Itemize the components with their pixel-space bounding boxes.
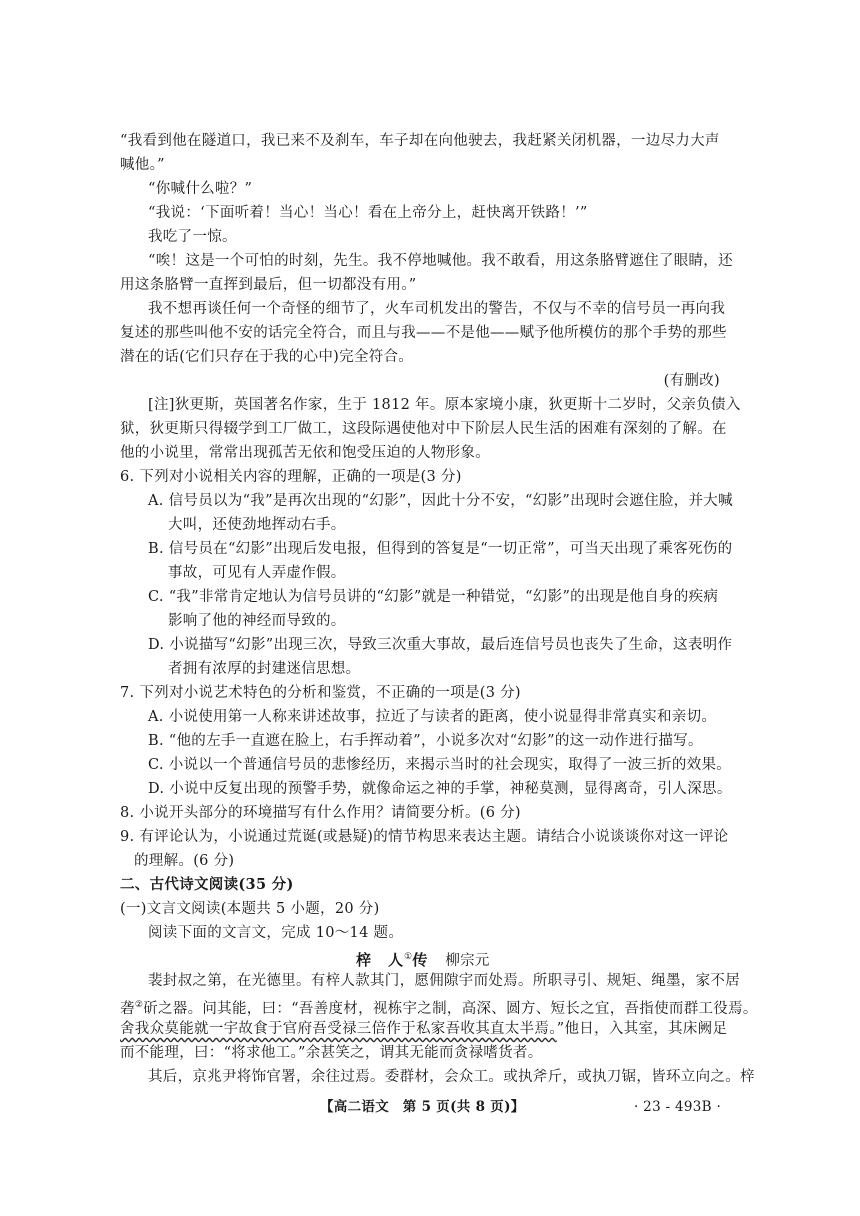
story-p5-line2: 用这条胳臂一直挥到最后，但一切都没有用。” [120,277,417,293]
passage-title-footnote-mark: ① [404,952,413,962]
story-p1-line2: 喊他。” [120,157,165,173]
classical-line3-underlined-sentence: 舍我众莫能就一宇故食于官府吾受禄三倍作于私家吾收其直太半焉。 [120,1021,557,1037]
page-footer: 【高二语文 第 5 页(共 8 页)】 [320,1099,525,1115]
passage-title-text: 梓 人 [356,950,405,969]
story-p1-line1: “我看到他在隧道口，我已来不及刹车，车子却在向他驶去，我赶紧关闭机器，一边尽力大声 [120,133,720,149]
story-p6-line2: 复述的那些叫他不安的话完全符合，而且与我——不是他——赋予他所模仿的那个手势的那些 [120,325,727,341]
story-p6-line1: 我不想再谈任何一个奇怪的细节了，火车司机发出的警告，不仅与不幸的信号员一再向我 [148,301,726,317]
story-p4: 我吃了一惊。 [148,229,237,245]
classical-footnote-mark: ② [134,1000,144,1010]
classical-line2-rest: 斫之器。问其能，曰：“吾善度材，视栋宇之制，高深、圆方、短长之宜，吾指使而群工役焉。 [143,1000,758,1017]
question-6-option-c-line2: 影响了他的神经而导致的。 [168,613,346,629]
question-7-option-b: B. “他的左手一直遮在脸上，右手挥动着”，小说多次对“幻影”的这一动作进行描写。 [148,733,703,749]
classical-line5: 其后，京兆尹将饰官署，余往过焉。委群材，会众工。或执斧斤，或执刀锯，皆环立向之。梓 [148,1069,755,1085]
question-7-option-a: A. 小说使用第一人称来讲述故事，拉近了与读者的距离，使小说显得非常真实和亲切。 [148,709,717,725]
story-p2: “你喊什么啦？” [148,181,253,197]
story-p3: “我说：‘下面听着！当心！当心！看在上帝分上，赶快离开铁路！’” [148,205,588,221]
question-6-option-c-line1: C. “我”非常肯定地认为信号员讲的“幻影”就是一种错觉，“幻影”的出现是他自身的疾病 [148,589,719,605]
question-6-option-a-line1: A. 信号员以为“我”是再次出现的“幻影”，因此十分不安，“幻影”出现时会遮住脸，并大喊 [148,493,733,509]
story-p6-line3: 潜在的话(它们只存在于我的心中)完全符合。 [120,349,414,365]
classical-line2-char: 砻 [120,1000,135,1017]
classical-line3-rest: ”他日，入其室，其床阙足 [556,1021,728,1037]
paper-code: · 23 - 493B · [634,1099,722,1115]
question-8: 8. 小说开头部分的环境描写有什么作用？请简要分析。(6 分) [120,805,521,821]
question-6-option-d-line1: D. 小说描写“幻影”出现三次，导致三次重大事故，最后连信号员也丧失了生命，这表明作 [148,637,733,653]
question-6-option-a-line2: 大叫，还使劲地挥动右手。 [168,517,346,533]
question-7-option-d: D. 小说中反复出现的预警手势，就像命运之神的手掌，神秘莫测，显得离奇，引人深思。 [148,781,732,797]
footnote-line1: [注]狄更斯，英国著名作家，生于 1812 年。原本家境小康，狄更斯十二岁时，父亲负债入 [148,397,741,413]
classical-line2 [120,995,758,1019]
question-6-stem: 6. 下列对小说相关内容的理解，正确的一项是(3 分) [120,469,462,485]
section-2-instruction: 阅读下面的文言文，完成 10～14 题。 [148,925,404,941]
classical-line4: 而不能理，曰：“将求他工。”余甚笑之，谓其无能而贪禄嗜货者。 [120,1045,543,1061]
story-p5-line1: “唉！这是一个可怕的时刻，先生。我不停地喊他。我不敢看，用这条胳臂遮住了眼睛，还 [148,253,733,269]
question-7-stem: 7. 下列对小说艺术特色的分析和鉴赏，不正确的一项是(3 分) [120,685,521,701]
question-9-line2: 的理解。(6 分) [134,853,235,869]
passage-title-suffix: 传 [412,950,429,969]
source-note: (有删改) [663,373,720,389]
question-6-option-d-line2: 者拥有浓厚的封建迷信思想。 [168,661,361,677]
passage-title [356,947,490,971]
question-7-option-c: C. 小说以一个普通信号员的悲惨经历，来揭示当时的社会现实，取得了一波三折的效果。 [148,757,732,773]
section-2-heading: 二、古代诗文阅读(35 分) [120,876,294,893]
classical-line1: 裴封叔之第，在光德里。有梓人款其门，愿佣隙宇而处焉。所职寻引、规矩、绳墨，家不居 [148,973,740,989]
footnote-line3: 他的小说里，常常出现孤苦无依和饱受压迫的人物形象。 [120,445,490,461]
question-6-option-b-line2: 事故，可见有人弄虚作假。 [168,565,346,581]
question-6-option-b-line1: B. 信号员在“幻影”出现后发电报，但得到的答复是“一切正常”，可当天出现了乘客死伤的 [148,541,733,557]
passage-author: 柳宗元 [445,952,490,969]
footnote-line2: 狱，狄更斯只得辍学到工厂做工，这段际遇使他对中下阶层人民生活的困难有深刻的了解。在 [120,421,727,437]
classical-line3 [120,1019,727,1039]
section-2-subheading: (一)文言文阅读(本题共 5 小题，20 分) [120,901,380,917]
question-9-line1: 9. 有评论认为，小说通过荒诞(或悬疑)的情节构思来表达主题。请结合小说谈谈你对这一评论 [120,829,729,845]
